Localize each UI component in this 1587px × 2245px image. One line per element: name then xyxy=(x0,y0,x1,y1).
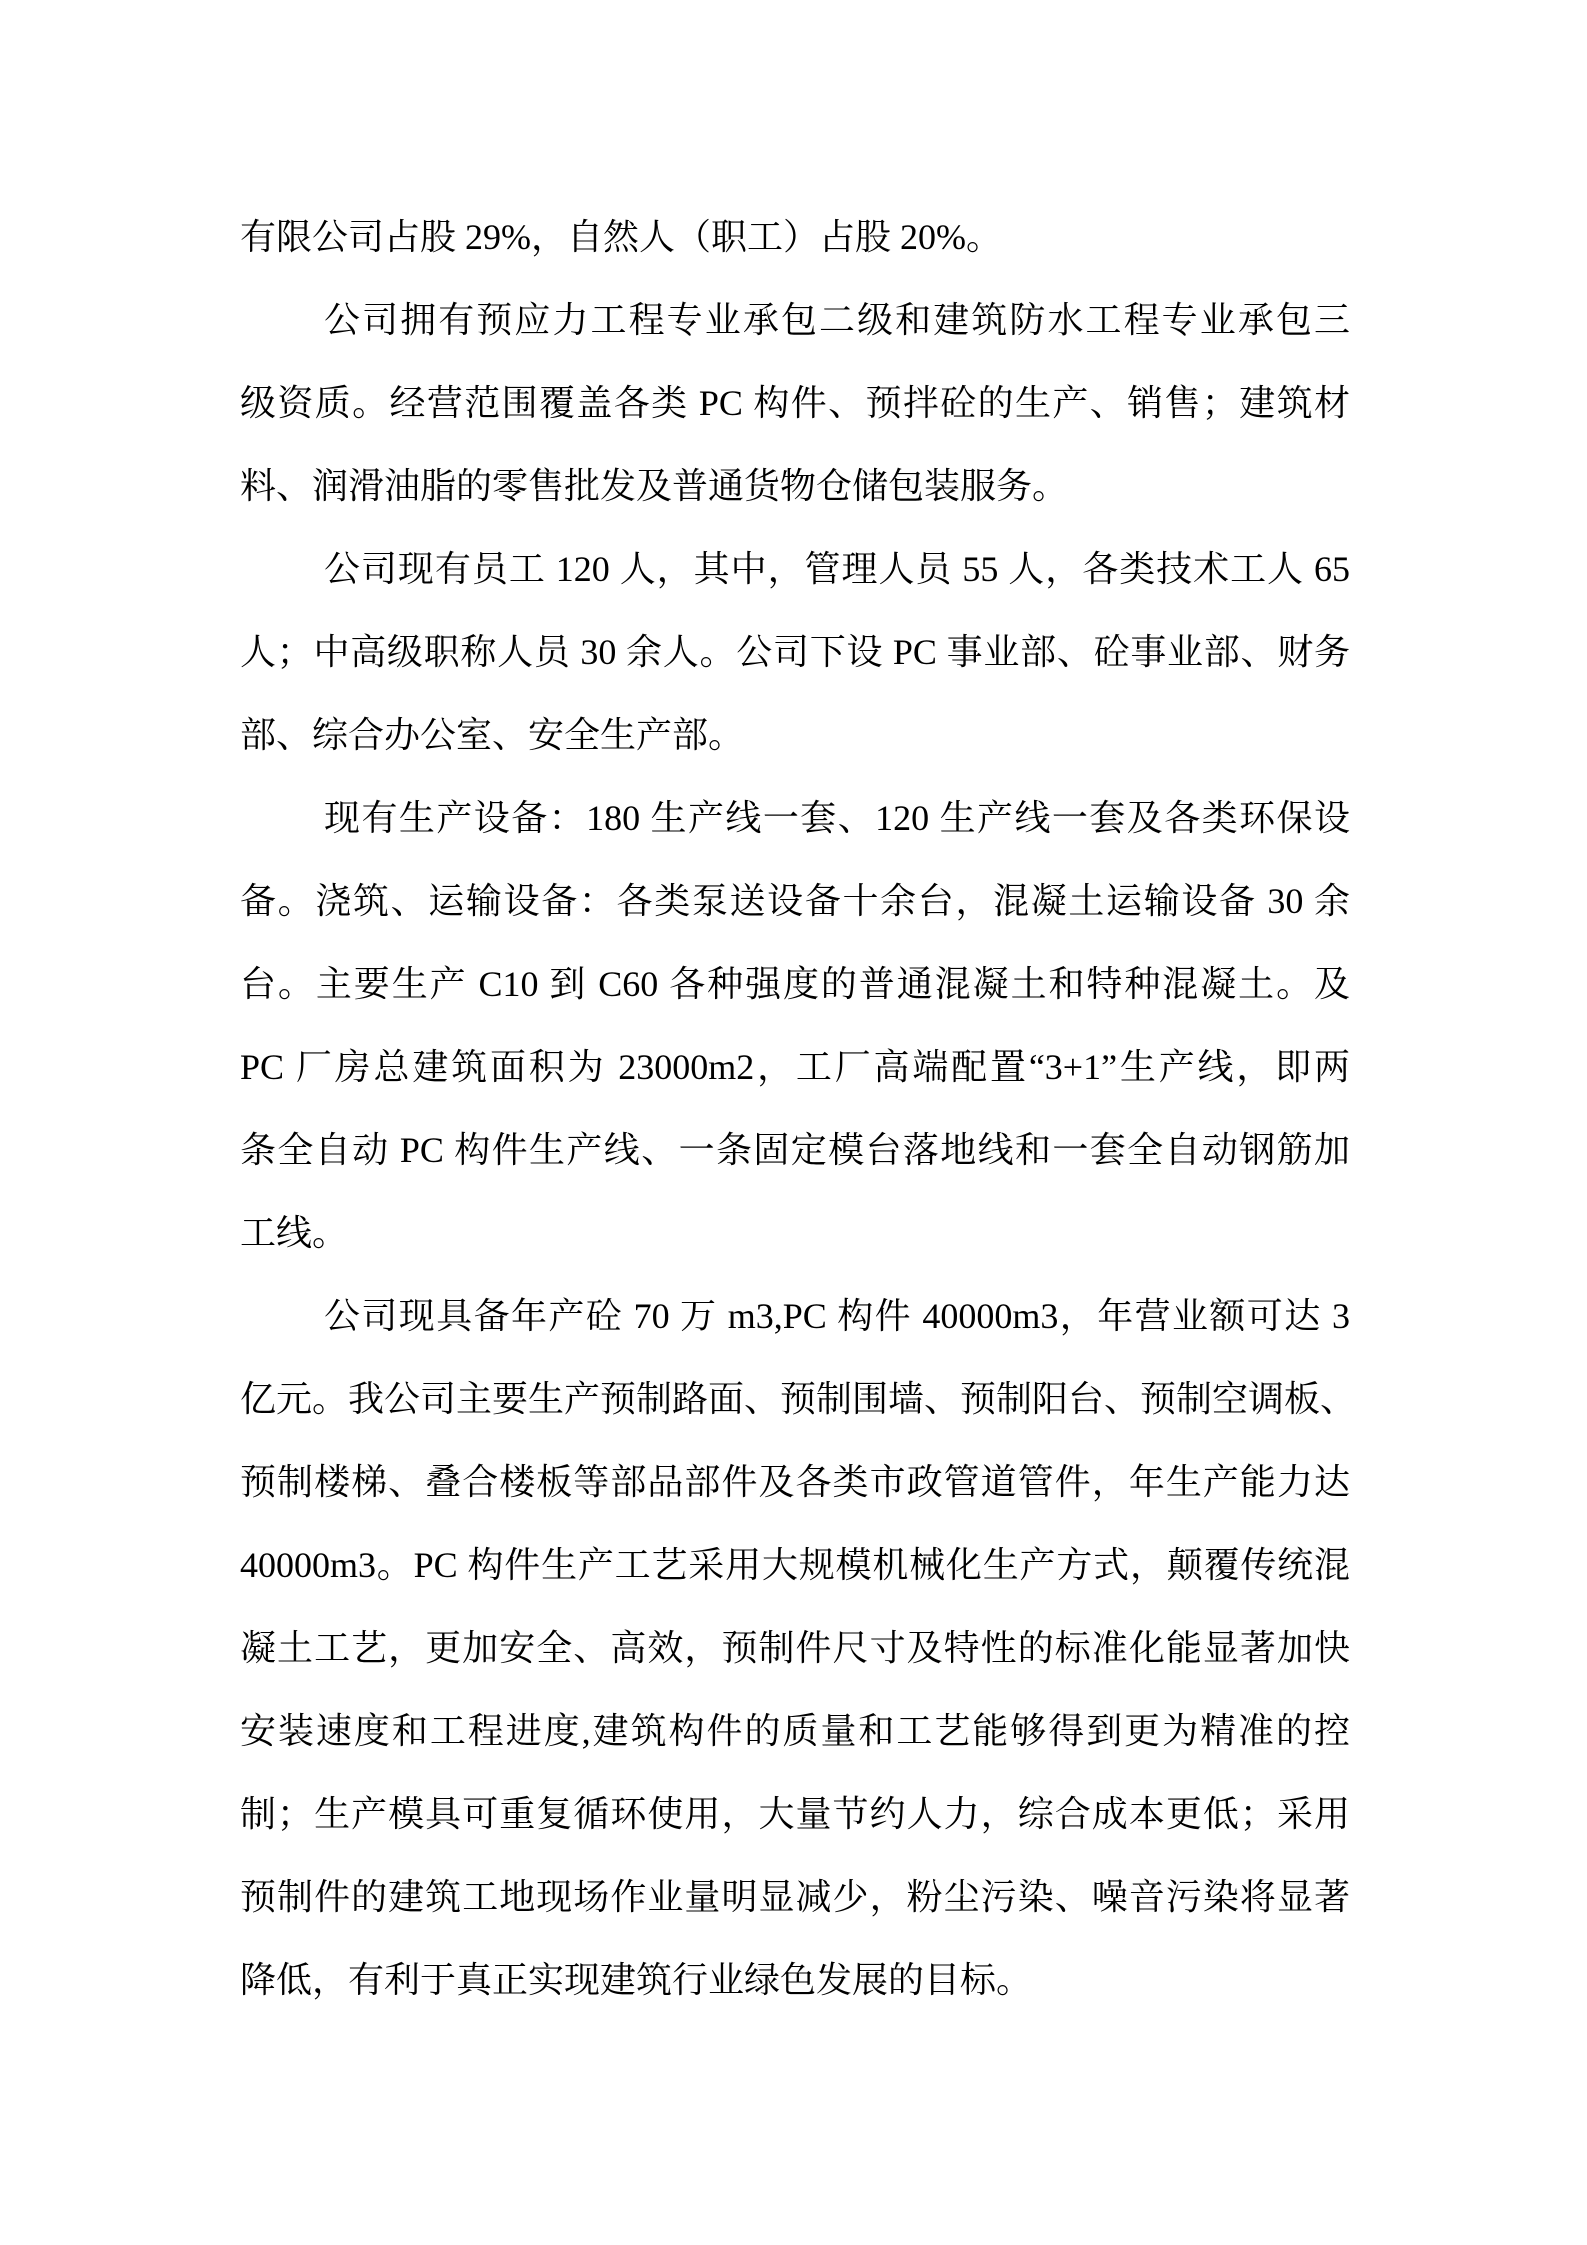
text-line: 40000m3。PC 构件生产工艺采用大规模机械化生产方式，颠覆传统混 xyxy=(240,1545,1350,1585)
text-line: 工线。 xyxy=(240,1213,349,1253)
text-line: 亿元。我公司主要生产预制路面、预制围墙、预制阳台、预制空调板、 xyxy=(240,1379,1357,1419)
text-line: 现有生产设备：180 生产线一套、120 生产线一套及各类环保设 xyxy=(324,798,1350,838)
text-line: 公司拥有预应力工程专业承包二级和建筑防水工程专业承包三 xyxy=(324,300,1350,340)
text-line: 预制件的建筑工地现场作业量明显减少，粉尘污染、噪音污染将显著 xyxy=(240,1877,1350,1917)
text-line: 有限公司占股 29%，自然人（职工）占股 20%。 xyxy=(240,217,1002,257)
text-line: 部、综合办公室、安全生产部。 xyxy=(240,715,745,755)
text-line: 公司现有员工 120 人，其中，管理人员 55 人，各类技术工人 65 xyxy=(324,549,1350,589)
text-line: 级资质。经营范围覆盖各类 PC 构件、预拌砼的生产、销售；建筑材 xyxy=(240,383,1350,423)
text-line: 凝土工艺，更加安全、高效，预制件尺寸及特性的标准化能显著加快 xyxy=(240,1628,1350,1668)
text-line: 备。浇筑、运输设备：各类泵送设备十余台，混凝土运输设备 30 余 xyxy=(240,881,1350,921)
text-line: 公司现具备年产砼 70 万 m3,PC 构件 40000m3，年营业额可达 3 xyxy=(324,1296,1350,1336)
text-line: 制；生产模具可重复循环使用，大量节约人力，综合成本更低；采用 xyxy=(240,1794,1350,1834)
text-line: 预制楼梯、叠合楼板等部品部件及各类市政管道管件，年生产能力达 xyxy=(240,1462,1350,1502)
text-line: 条全自动 PC 构件生产线、一条固定模台落地线和一套全自动钢筋加 xyxy=(240,1130,1350,1170)
text-line: 料、润滑油脂的零售批发及普通货物仓储包装服务。 xyxy=(240,466,1069,506)
text-line: 降低，有利于真正实现建筑行业绿色发展的目标。 xyxy=(240,1960,1033,2000)
text-line: 安装速度和工程进度,建筑构件的质量和工艺能够得到更为精准的控 xyxy=(240,1711,1350,1751)
text-line: PC 厂房总建筑面积为 23000m2，工厂高端配置“3+1”生产线，即两 xyxy=(240,1047,1350,1087)
text-line: 人；中高级职称人员 30 余人。公司下设 PC 事业部、砼事业部、财务 xyxy=(240,632,1350,672)
text-block xyxy=(240,196,1357,2022)
text-line: 台。主要生产 C10 到 C60 各种强度的普通混凝土和特种混凝土。及 xyxy=(240,964,1350,1004)
